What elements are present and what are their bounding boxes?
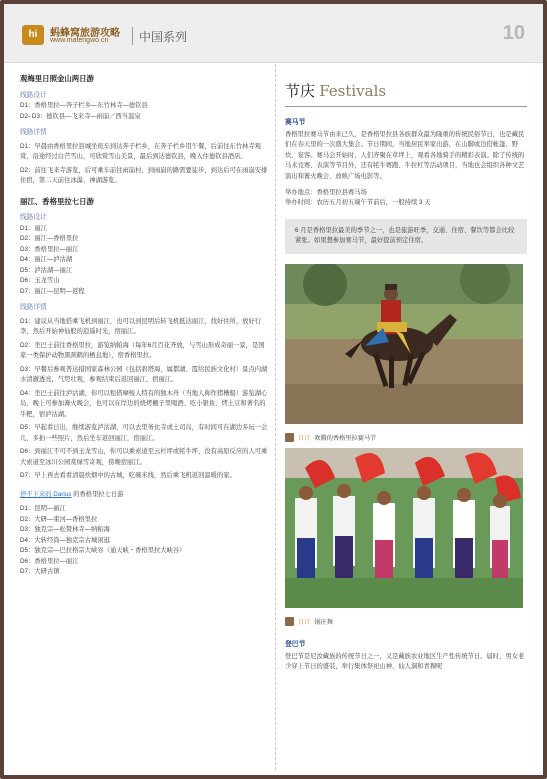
- brand-name: 蚂蜂窝旅游攻略: [50, 28, 120, 39]
- photo-caption: [285, 617, 523, 626]
- list-item: D7：大研古镇: [20, 568, 60, 575]
- page-header: [4, 4, 543, 63]
- dance-image: [285, 448, 523, 608]
- paragraph: D2：坐巴士前往香格里拉，游览纳帕海（每年6月百花齐放，与雪山形成奇丽一景，是国家一类保护动物黑颈鹤的栖息地），宿香格里拉。: [20, 341, 265, 359]
- route-title-suffix: 的香格里拉七日游: [73, 490, 124, 498]
- list-item: D3：香格里拉—丽江: [20, 245, 79, 253]
- series-title: 中国系列: [139, 30, 188, 44]
- section-heading-cn: 节庆: [285, 83, 316, 100]
- list-item: D2- D3：德钦县—飞来寺—雨崩／西当温泉: [20, 112, 141, 120]
- route-title: 丽江、香格里拉七日游: [20, 196, 94, 206]
- list-item: D4：大转经筒—独克宗古城闲逛: [20, 536, 110, 544]
- paragraph: D5：早起看日出，继续游览泸沽湖，可以去里务比寺或土司岛，有时间可在湖边多玩一会儿，多拍一些照片，然后坐车返回丽江，宿丽江。: [20, 424, 268, 442]
- user-avatar-icon: [285, 617, 294, 626]
- photo-user[interactable]: 日日: [298, 618, 311, 626]
- list-item: D1：香格里拉—奔子栏乡—东竹林寺—德钦县: [20, 102, 148, 109]
- list-item: D7：丽江—昆明—返程: [20, 287, 85, 295]
- horse-race-photo: [285, 264, 523, 442]
- list-item: D4：丽江—泸沽湖: [20, 256, 73, 263]
- route-title: [20, 490, 268, 501]
- section-heading: [285, 80, 527, 107]
- list-item: D6：香格里拉—丽江: [20, 557, 79, 565]
- list-item: D5：独克宗—巴拉格宗大峡谷（通天峡・香格里拉大峡谷）: [20, 547, 186, 554]
- section-label: 线路设计: [20, 214, 47, 221]
- mafengwo-logo-icon: hi: [22, 25, 44, 45]
- tip-callout: 6 月是香格里拉最美的季节之一，也是旅游旺季，交通、住宿、餐饮等都会比较紧张。如果想参加赛马节，最好提前预定住宿。: [285, 219, 527, 254]
- festival-name: 登巴节: [285, 640, 306, 648]
- photo-caption: [285, 433, 523, 442]
- paragraph: D7：早上再去看看清晨炊烟中的古城，吃碗米线，然后乘飞机返回温暖的家。: [20, 472, 236, 479]
- author-link[interactable]: 停不下来的 Darius: [20, 490, 72, 498]
- section-label: 线路详情: [20, 304, 47, 311]
- paragraph: D2：前往飞来寺游览，后可乘车前往雨崩村，到雨崩的路需要徒步，到达后可在雨崩安排住宿，第二天前往冰瀑、神湖游览。: [20, 166, 268, 184]
- paragraph: D3：早餐后参观普达措国家森林公园（包括碧塔海、属都湖、霞给民族文化村）景点内湖水清澈透亮，气势壮观，参观结束后返回丽江，宿丽江。: [20, 365, 268, 383]
- paragraph: D1：早晨由香格里拉县城坐班车到达奔子栏乡，在奔子栏乡用午餐，后前往东竹林寺观赏，沿途经过白芒雪山，可欣赏雪山美景，最后到达德钦县，晚入住德钦县酒店。: [20, 142, 262, 160]
- page-number: 10: [502, 22, 525, 44]
- dance-photo: [285, 448, 523, 626]
- brand-url: www.mafengwo.cn: [50, 37, 109, 44]
- list-item: D2：大研—束河—香格里拉: [20, 515, 98, 523]
- festival-time: 举办时间：农历五月初五端午节前后，一般持续 3 天: [285, 199, 431, 207]
- right-column: [285, 72, 527, 683]
- paragraph: D6：到丽江不可不到玉龙雪山，你可以乘索道至云杉坪或牦牛坪，没有高原反应的人可乘大索道至冰川公园赏绿雪奇观，傍晚宿丽江。: [20, 448, 268, 466]
- route-title: 观梅里日照金山两日游: [20, 74, 94, 83]
- list-item: D3：独克宗—松赞林寺—纳帕海: [20, 526, 110, 533]
- horse-race-image: [285, 264, 523, 424]
- header-separator: [132, 27, 133, 45]
- festival-description: 香格里拉赛马节由来已久，是香格里拉县各族群众最为隆重的传统民俗节日，也是藏民们在春天里的一次盛大集会。节日期间，当地居民举家出游，在山脚或边搭帐篷、野炊、宴客。赛马会开始时，人们齐聚在草坪上，观看各地骑手的精彩表演。除了传统的马术竞赛、表演等节目外，还有牦牛赛跑、牛拉杠等活动项目，当地也会组织各种文艺演出和篝火晚会、放映广场电影等。: [285, 131, 525, 180]
- photo-user[interactable]: 日日: [298, 434, 311, 442]
- list-item: D2：丽江—香格里拉: [20, 235, 79, 242]
- user-avatar-icon: [285, 433, 294, 442]
- column-divider: [275, 64, 276, 770]
- list-item: D1：昆明—丽江: [20, 505, 66, 512]
- section-heading-en: Festivals: [319, 82, 387, 100]
- paragraph: D1：建议从当地搭乘飞机到丽江，也可以到昆明后转飞机抵达丽江，找好住所，放好行李，然后开始神仙般的逍遥时光，宿丽江。: [20, 317, 262, 335]
- photo-caption-text: 锅庄舞: [314, 618, 333, 626]
- list-item: D5：泸沽湖—丽江: [20, 266, 73, 274]
- left-column: [20, 72, 268, 578]
- list-item: D1：丽江: [20, 224, 47, 232]
- section-label: 线路设计: [20, 91, 47, 99]
- photo-caption-text: 欢腾的香格里拉赛马节: [314, 434, 377, 442]
- festival-venue: 举办地点：香格里拉县赛马场: [285, 189, 367, 197]
- festival-description: 登巴节是尼汝藏族的传统节日之一，又是藏族农业地区生产性传统节日。届时，男女老少穿上节日的盛装，举行集体祭祀山神、仙人洞和青稞呢: [285, 652, 525, 671]
- festival-name: 赛马节: [285, 119, 306, 126]
- list-item: D6：玉龙雪山: [20, 277, 60, 284]
- section-label: 线路详情: [20, 129, 47, 136]
- paragraph: D4：坐巴士前往泸沽湖，你可以租借摩梭人特有的独木舟（当地人称作猪槽船）游览湖心岛，晚上可参加篝火晚会，也可以在岸边的烧烤棚子里喝酒、吃小银鱼、烤土豆和著名的牛粑，宿泸沽湖。: [20, 389, 268, 418]
